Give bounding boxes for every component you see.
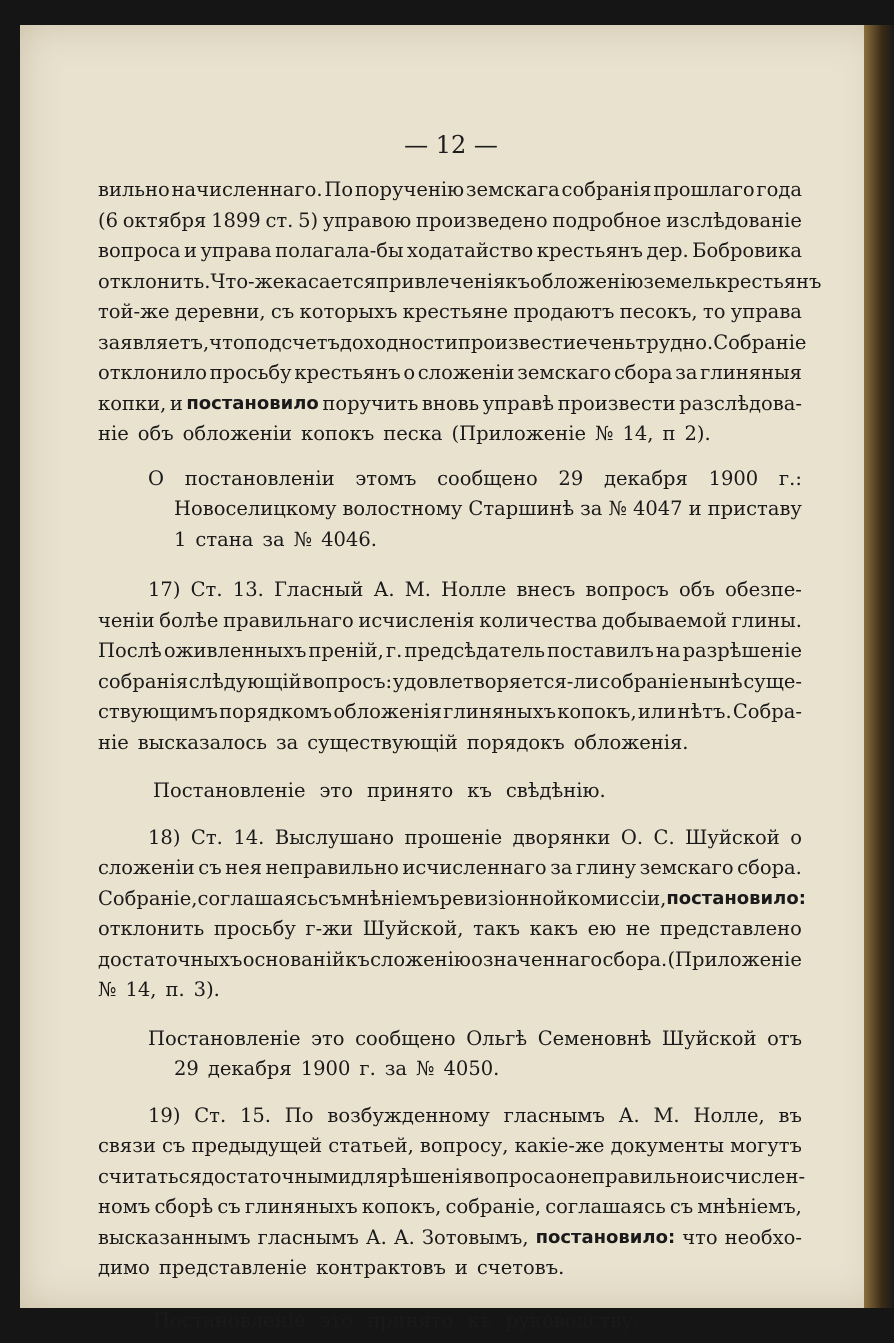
text-line: 19) Ст. 15. По возбужденному гласнымъ А. М. Нолле, въ: [148, 1103, 802, 1127]
text-line: Постановленіе это сообщено Ольгѣ Семеновнѣ Шуйской отъ: [148, 1026, 802, 1050]
paragraph-gap: [98, 1085, 802, 1101]
text-line: достаточныхъ основаній къ сложенію означеннаго сбора. (Приложеніе: [98, 947, 802, 971]
paragraph-gap: [98, 450, 802, 464]
paragraph-p3: [98, 575, 802, 758]
paragraph-gap: [98, 1006, 802, 1024]
text-line: вопроса и управа полагала-бы ходатайство крестьянъ дер. Бобровика: [98, 239, 802, 262]
text-line: № 14, п. 3).: [98, 978, 220, 1001]
text-line: собранія слѣдующій вопросъ: удовлетворяется-ли собраніе нынѣ суще-: [98, 669, 802, 693]
document-page: [20, 25, 882, 1332]
paragraph-p1: [98, 175, 822, 450]
text-line: Послѣ оживленныхъ преній, г. предсѣдатель поставилъ на разрѣшеніе: [98, 639, 802, 662]
text-line: Новоселицкому волостному Старшинѣ за № 4047 и приставу: [174, 497, 802, 520]
paragraph-gap: [98, 555, 802, 575]
paragraph-gap: [98, 758, 802, 776]
text-line: номъ сборѣ съ глиняныхъ копокъ, собраніе, соглашаясь съ мнѣніемъ,: [98, 1195, 802, 1218]
paragraph-p4: [98, 776, 802, 807]
paragraph-p6: [98, 1024, 802, 1085]
book-spine: [864, 25, 894, 1308]
text-line: (6 октября 1899 ст. 5) управою произведено подробное изслѣдованіе: [98, 208, 802, 232]
text-line: 29 декабря 1900 г. за № 4050.: [174, 1057, 500, 1080]
text-line: ченіи болѣе правильнаго исчисленія количества добываемой глины.: [98, 608, 802, 632]
text-line: считаться достаточными для рѣшенія вопроса о неправильно исчислен-: [98, 1164, 806, 1188]
text-line: Собраніе, соглашаясь съ мнѣніемъ ревизіонной комиссіи, постановило:: [98, 886, 806, 910]
text-line: вильно начисленнаго. По порученію земскага собранія прошлаго года: [98, 178, 802, 201]
paragraph-gap: [98, 1284, 802, 1306]
body-text: [98, 175, 822, 1336]
text-line: высказаннымъ гласнымъ А. А. Зотовымъ, постановило: что необхо-: [98, 1225, 802, 1249]
text-line: связи съ предыдущей статьей, вопросу, какіе-же документы могутъ: [98, 1134, 802, 1157]
text-line: ствующимъ порядкомъ обложенія глиняныхъ копокъ, или нѣтъ. Собра-: [98, 700, 802, 723]
text-line: отклонить просьбу г-жи Шуйской, такъ какъ ею не представлено: [98, 917, 802, 940]
text-line: ніе объ обложеніи копокъ песка (Приложеніе № 14, п 2).: [98, 422, 711, 445]
text-line: О постановленіи этомъ сообщено 29 декабря 1900 г.:: [148, 466, 802, 490]
text-line: 17) Ст. 13. Гласный А. М. Нолле внесъ вопросъ объ обезпе-: [148, 578, 802, 601]
text-line: отклонить. Что-же касается привлеченія къ обложенію земель крестьянъ: [98, 269, 822, 293]
text-line: той-же деревни, съ которыхъ крестьяне продаютъ песокъ, то управа: [98, 300, 802, 323]
text-line: 1 стана за № 4046.: [174, 527, 377, 551]
text-line: Постановленіе это принято къ свѣдѣнію.: [153, 779, 606, 802]
paragraph-p2: [98, 464, 802, 556]
text-line: копки, и постановило поручить вновь управѣ произвести разслѣдова-: [98, 391, 802, 415]
page-number: — 12 —: [404, 131, 498, 159]
text-line: Постановленіе это принято къ руководству.: [153, 1308, 639, 1332]
paragraph-p8: [98, 1306, 802, 1337]
text-line: 18) Ст. 14. Выслушано прошеніе дворянки О. С. Шуйской о: [148, 825, 802, 849]
paragraph-p7: [98, 1101, 806, 1284]
text-line: заявляетъ, что подсчетъ доходности произвести ечень трудно. Собраніе: [98, 330, 807, 354]
text-line: отклонило просьбу крестьянъ о сложеніи земскаго сбора за глиняныя: [98, 361, 802, 384]
text-line: димо представленіе контрактовъ и счетовъ.: [98, 1256, 565, 1279]
paragraph-p5: [98, 823, 806, 1006]
text-line: ніе высказалось за существующій порядокъ обложенія.: [98, 730, 689, 754]
paragraph-gap: [98, 807, 802, 823]
text-line: сложеніи съ нея неправильно исчисленнаго за глину земскаго сбора.: [98, 856, 802, 879]
